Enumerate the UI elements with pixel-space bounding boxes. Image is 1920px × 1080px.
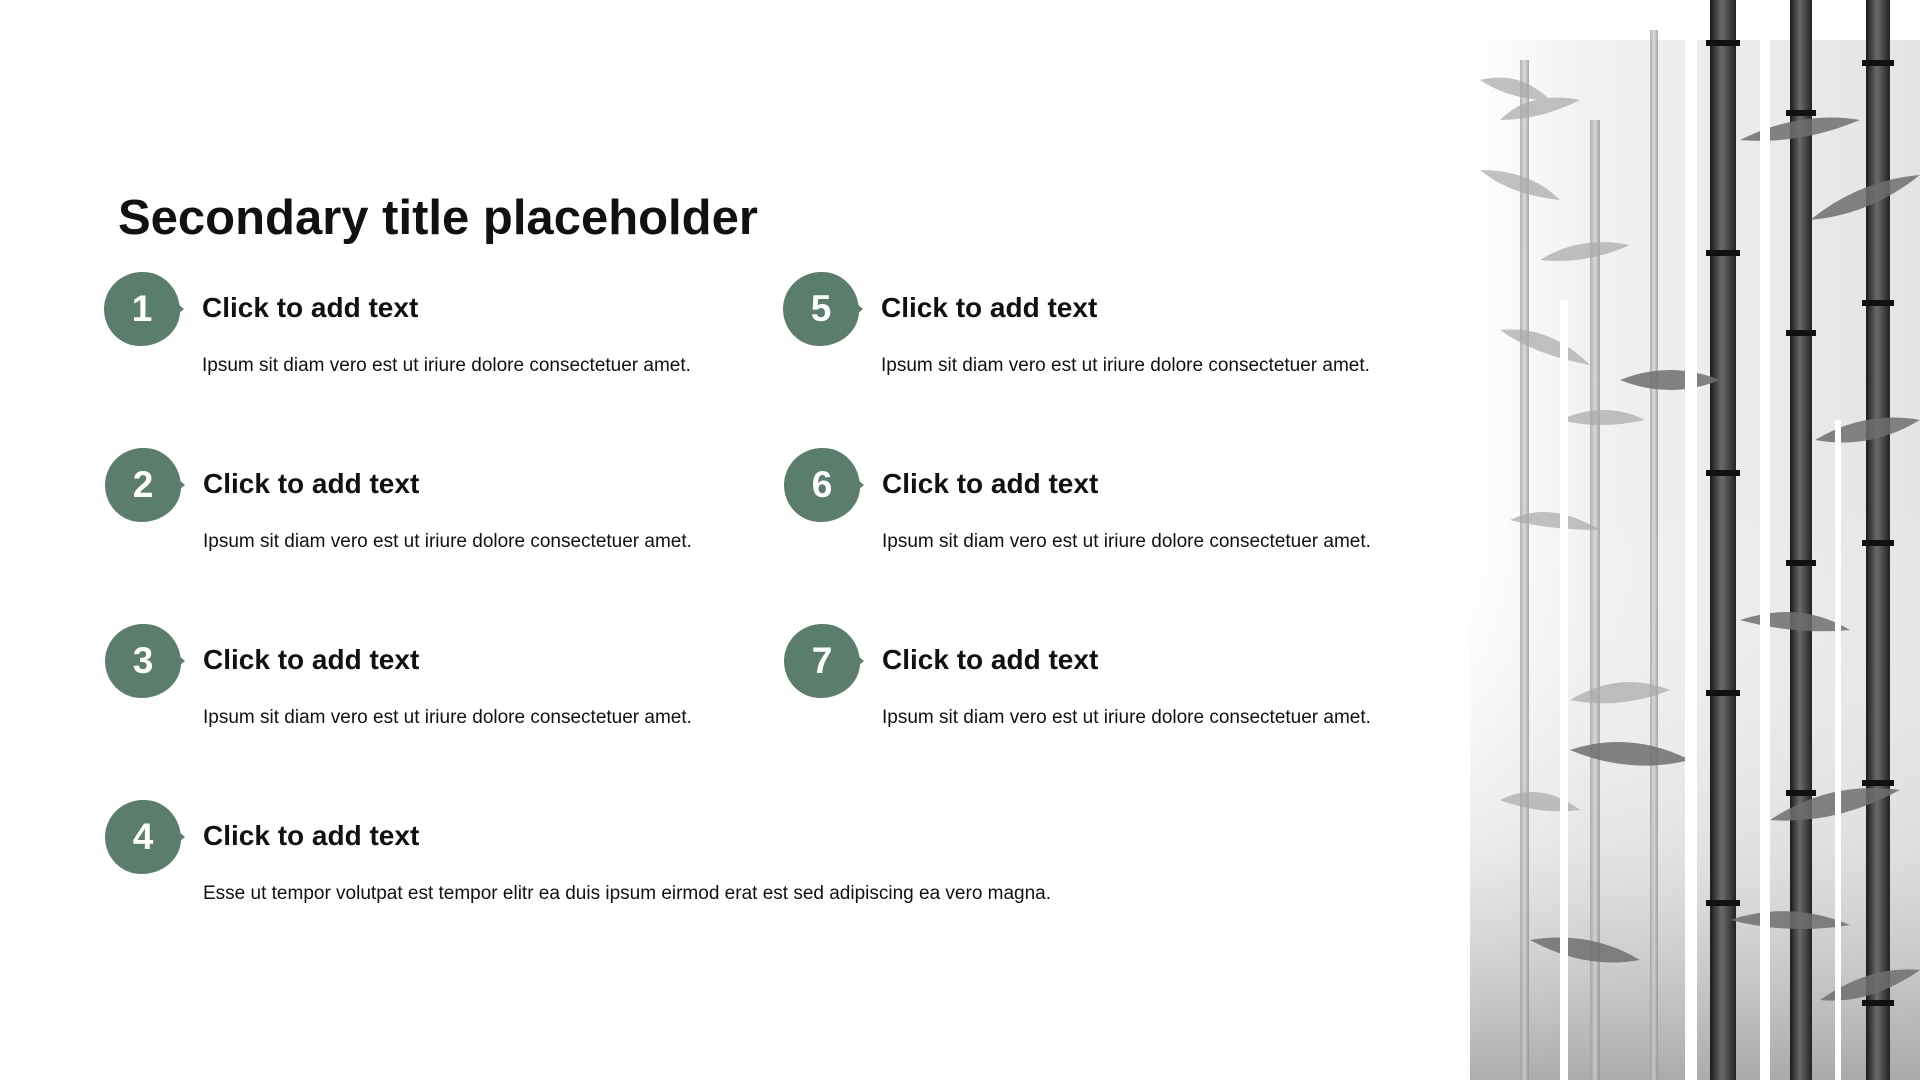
number-badge: 1	[104, 272, 180, 346]
item-description[interactable]: Ipsum sit diam vero est ut iriure dolore consectetuer amet.	[202, 355, 691, 376]
item-description[interactable]: Ipsum sit diam vero est ut iriure dolore consectetuer amet.	[882, 531, 1371, 552]
item-heading[interactable]: Click to add text	[203, 468, 420, 499]
item-description[interactable]: Ipsum sit diam vero est ut iriure dolore consectetuer amet.	[203, 531, 692, 552]
item-description[interactable]: Ipsum sit diam vero est ut iriure dolore consectetuer amet.	[203, 707, 692, 728]
number-badge: 2	[105, 448, 181, 522]
number-badge: 4	[105, 800, 181, 874]
slide-title[interactable]: Secondary title placeholder	[118, 191, 758, 245]
item-heading[interactable]: Click to add text	[882, 468, 1099, 499]
item-description[interactable]: Ipsum sit diam vero est ut iriure dolore consectetuer amet.	[882, 707, 1371, 728]
number-badge: 7	[784, 624, 860, 698]
item-heading[interactable]: Click to add text	[882, 644, 1099, 675]
number-badge: 6	[784, 448, 860, 522]
item-description[interactable]: Esse ut tempor volutpat est tempor elitr ea duis ipsum eirmod erat est sed adipiscing ea vero magna.	[203, 883, 1052, 904]
item-heading[interactable]: Click to add text	[202, 292, 419, 323]
item-description[interactable]: Ipsum sit diam vero est ut iriure dolore consectetuer amet.	[881, 355, 1370, 376]
number-badge: 3	[105, 624, 181, 698]
item-heading[interactable]: Click to add text	[203, 820, 420, 851]
item-heading[interactable]: Click to add text	[203, 644, 420, 675]
number-badge: 5	[783, 272, 859, 346]
item-heading[interactable]: Click to add text	[881, 292, 1098, 323]
bamboo-illustration	[1440, 0, 1920, 1080]
